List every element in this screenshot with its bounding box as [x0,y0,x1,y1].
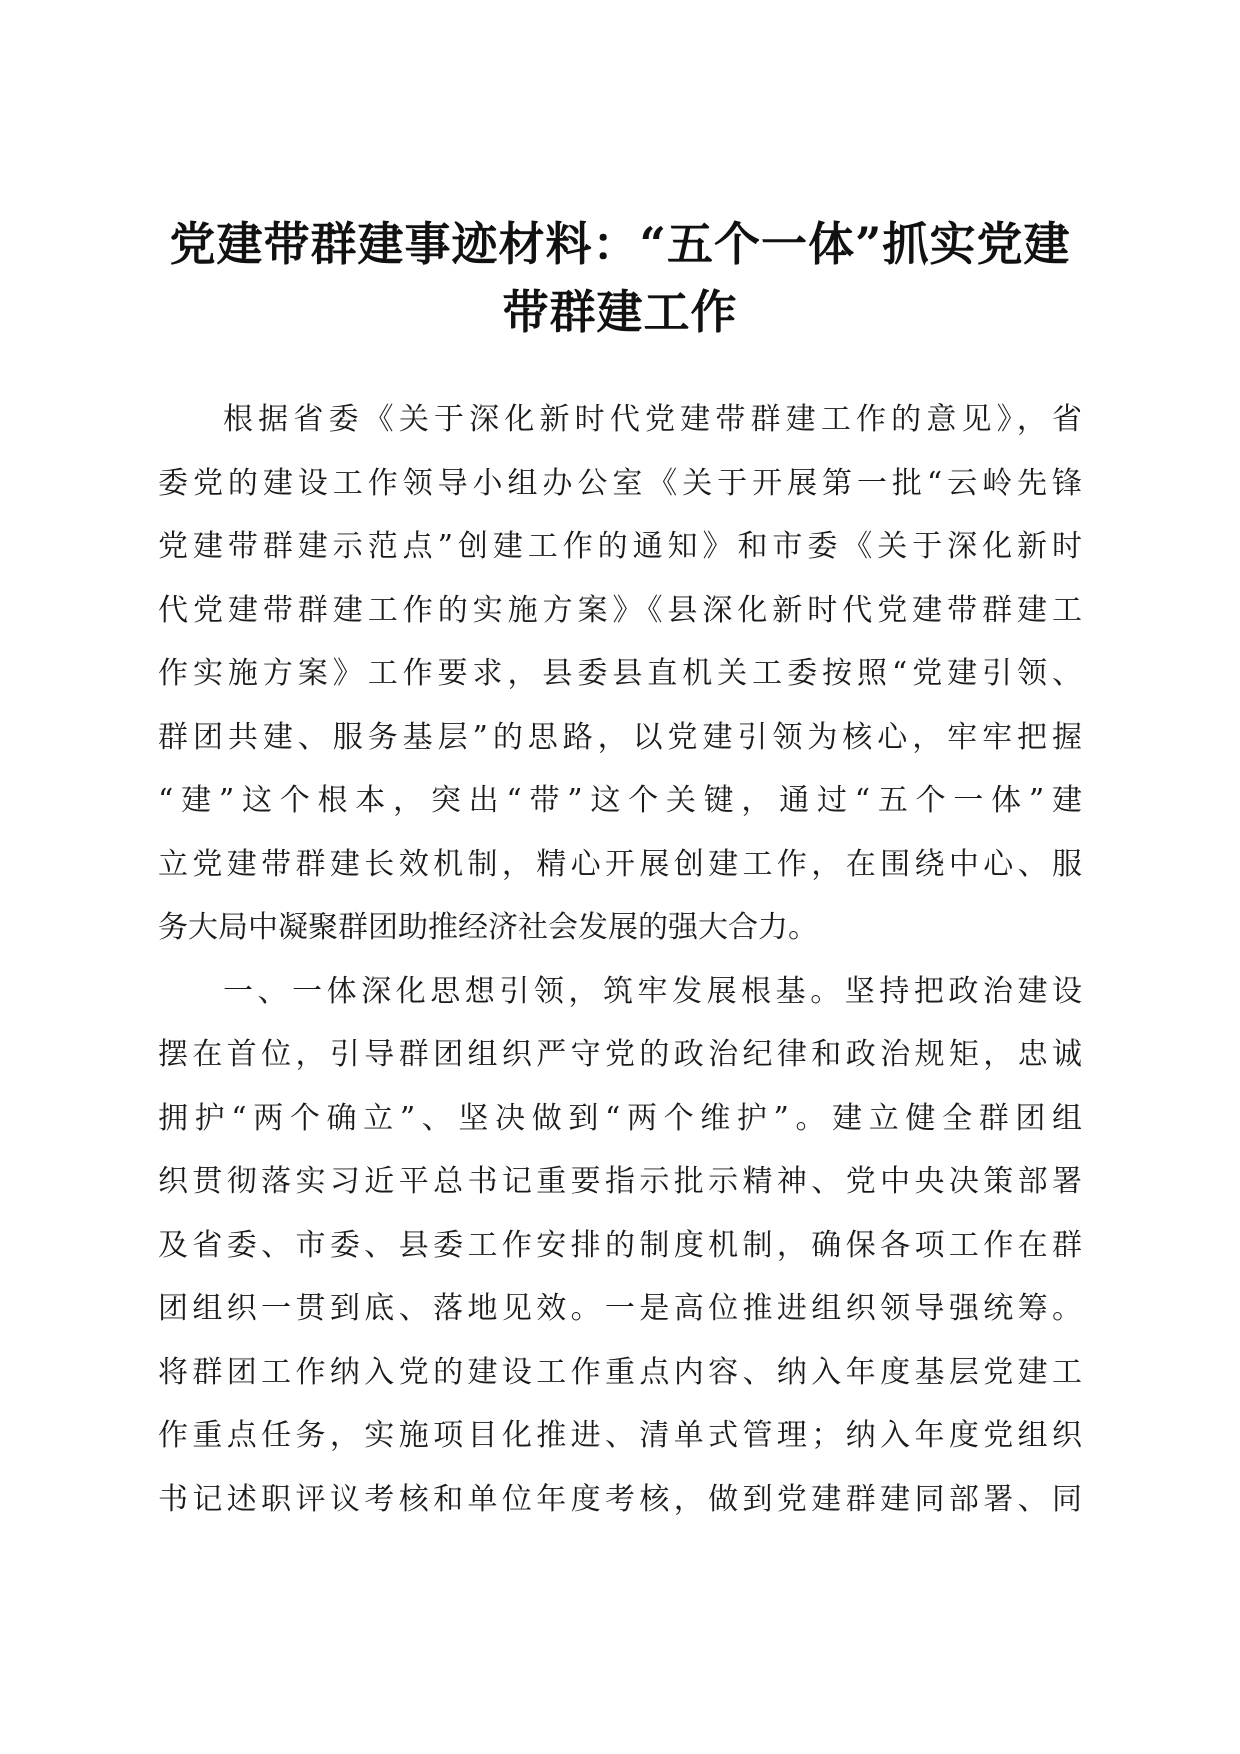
text-line: 一、一体深化思想引领，筑牢发展根基。坚持把政治建设 [223,973,1082,1009]
text-line: 书记述职评议考核和单位年度考核，做到党建群建同部署、同 [158,1481,1082,1517]
text-line: 群团共建、服务基层”的思路，以党建引领为核心，牢牢把握 [158,719,1082,755]
text-line: 及省委、市委、县委工作安排的制度机制，确保各项工作在群 [158,1227,1082,1263]
text-line: 务大局中凝聚群团助推经济社会发展的强大合力。 [158,910,818,945]
text-line: 织贯彻落实习近平总书记重要指示批示精神、党中央决策部署 [158,1164,1082,1199]
text-line: 立党建带群建长效机制，精心开展创建工作，在围绕中心、服 [158,846,1082,882]
text-line: 团组织一贯到底、落地见效。一是高位推进组织领导强统筹。 [158,1291,1082,1326]
paragraph-intro [158,388,1082,960]
text-line: 作重点任务，实施项目化推进、清单式管理；纳入年度党组织 [158,1418,1082,1453]
text-line: 根据省委《关于深化新时代党建带群建工作的意见》，省 [223,402,1082,437]
text-line: 委党的建设工作领导小组办公室《关于开展第一批“云岭先锋 [158,465,1082,501]
text-line: 将群团工作纳入党的建设工作重点内容、纳入年度基层党建工 [158,1354,1082,1390]
text-line: “建”这个根本，突出“带”这个关键，通过“五个一体”建 [158,783,1082,818]
text-line: 代党建带群建工作的实施方案》《县深化新时代党建带群建工 [158,592,1082,628]
text-line: 拥护“两个确立”、坚决做到“两个维护”。建立健全群团组 [158,1100,1082,1136]
text-line: 党建带群建示范点”创建工作的通知》和市委《关于深化新时 [158,529,1082,564]
text-line: 作实施方案》工作要求，县委县直机关工委按照“党建引领、 [158,656,1082,691]
title-line: 带群建工作 [502,285,738,339]
document-title [150,210,1090,346]
document-body [158,388,1082,1531]
paragraph-section-one [158,960,1082,1532]
text-line: 摆在首位，引导群团组织严守党的政治纪律和政治规矩，忠诚 [158,1037,1082,1072]
title-line: 党建带群建事迹材料：“五个一体”抓实党建 [169,217,1071,271]
